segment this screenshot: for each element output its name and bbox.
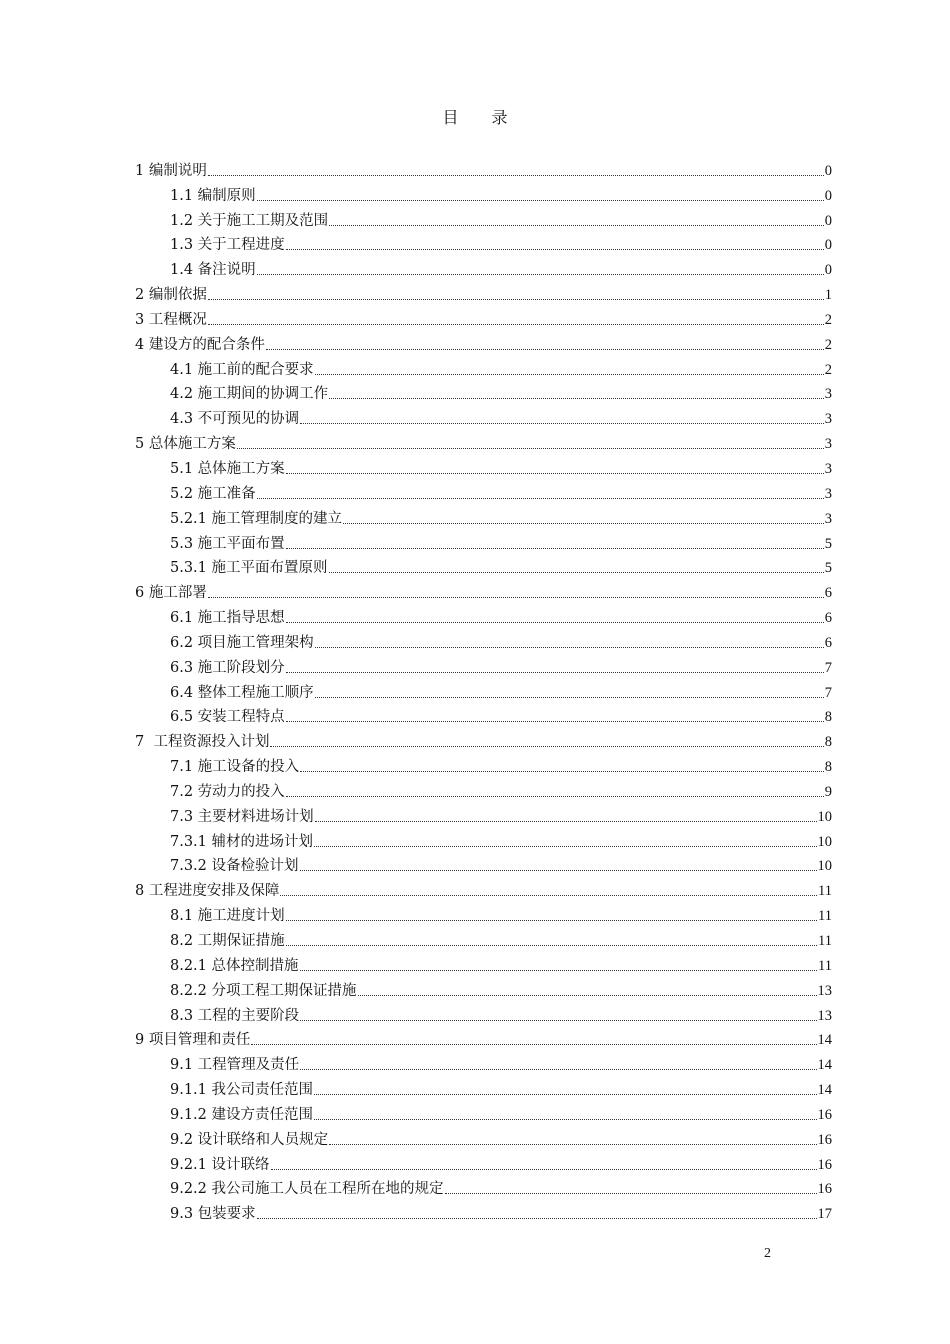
toc-entry-label: 9.2 设计联络和人员规定 bbox=[170, 1131, 329, 1148]
toc-entry-label: 5.2.1 施工管理制度的建立 bbox=[170, 510, 343, 527]
toc-entry[interactable] bbox=[135, 801, 832, 826]
toc-entry-label: 4.3 不可预见的协调 bbox=[170, 411, 300, 428]
toc-entry-page: 0 bbox=[824, 212, 832, 229]
toc-entry-page: 2 bbox=[824, 311, 832, 328]
toc-entry-label: 5.1 总体施工方案 bbox=[170, 460, 285, 477]
dot-leader bbox=[329, 1144, 816, 1145]
toc-entry-label: 4.2 施工期间的协调工作 bbox=[170, 386, 329, 403]
toc-entry[interactable] bbox=[135, 503, 832, 528]
toc-entry-label: 5.3.1 施工平面布置原则 bbox=[170, 560, 328, 577]
dot-leader bbox=[300, 771, 824, 772]
toc-entry-label: 8.2.1 总体控制措施 bbox=[170, 957, 299, 974]
toc-entry-label: 6.1 施工指导思想 bbox=[170, 610, 285, 627]
toc-entry-page: 5 bbox=[824, 535, 832, 552]
toc-entry-page: 6 bbox=[824, 585, 832, 602]
dot-leader bbox=[286, 622, 824, 623]
toc-entry-page: 11 bbox=[818, 883, 832, 900]
dot-leader bbox=[445, 1193, 817, 1194]
dot-leader bbox=[314, 846, 816, 847]
toc-entry-label: 9 项目管理和责任 bbox=[135, 1032, 251, 1049]
dot-leader bbox=[208, 299, 824, 300]
toc-entry[interactable] bbox=[135, 975, 832, 1000]
dot-leader bbox=[270, 746, 823, 747]
toc-entry-page: 2 bbox=[824, 336, 832, 353]
dot-leader bbox=[286, 548, 824, 549]
dot-leader bbox=[286, 721, 824, 722]
toc-entry-label: 7.2 劳动力的投入 bbox=[170, 783, 285, 800]
toc-entry-label: 6.4 整体工程施工顺序 bbox=[170, 684, 314, 701]
toc-entry[interactable] bbox=[135, 304, 832, 329]
toc-entry[interactable] bbox=[135, 1124, 832, 1149]
dot-leader bbox=[208, 175, 824, 176]
toc-entry-page: 1 bbox=[824, 287, 832, 304]
toc-entry-page: 8 bbox=[824, 734, 832, 751]
dot-leader bbox=[208, 324, 824, 325]
toc-entry-page: 3 bbox=[824, 485, 832, 502]
toc-entry[interactable] bbox=[135, 602, 832, 627]
toc-entry-label: 4.1 施工前的配合要求 bbox=[170, 361, 314, 378]
toc-entry-page: 8 bbox=[824, 709, 832, 726]
dot-leader bbox=[286, 920, 817, 921]
toc-entry[interactable] bbox=[135, 354, 832, 379]
toc-entry-label: 9.1 工程管理及责任 bbox=[170, 1057, 300, 1074]
toc-entry[interactable] bbox=[135, 1025, 832, 1050]
toc-entry-label: 5.3 施工平面布置 bbox=[170, 535, 285, 552]
toc-entry[interactable] bbox=[135, 1149, 832, 1174]
toc-entry-label: 6.3 施工阶段划分 bbox=[170, 659, 285, 676]
toc-entry[interactable] bbox=[135, 577, 832, 602]
toc-entry-page: 5 bbox=[824, 560, 832, 577]
toc-list bbox=[135, 155, 832, 1223]
dot-leader bbox=[329, 225, 824, 226]
toc-entry[interactable] bbox=[135, 205, 832, 230]
toc-entry[interactable] bbox=[135, 478, 832, 503]
toc-entry-page: 10 bbox=[817, 808, 832, 825]
toc-entry-page: 0 bbox=[824, 262, 832, 279]
toc-entry-label: 3 工程概况 bbox=[135, 311, 207, 328]
toc-entry-label: 8.2 工期保证措施 bbox=[170, 933, 285, 949]
toc-entry-label: 1.4 备注说明 bbox=[170, 262, 256, 279]
toc-entry-page: 13 bbox=[817, 1007, 832, 1024]
dot-leader bbox=[343, 523, 824, 524]
toc-entry-label: 9.2.2 我公司施工人员在工程所在地的规定 bbox=[170, 1181, 444, 1198]
toc-entry[interactable] bbox=[135, 726, 832, 751]
dot-leader bbox=[329, 572, 824, 573]
toc-entry[interactable] bbox=[135, 677, 832, 702]
toc-entry[interactable] bbox=[135, 254, 832, 279]
toc-entry-label: 8 工程进度安排及保障 bbox=[135, 883, 280, 900]
dot-leader bbox=[300, 1020, 816, 1021]
toc-entry-label: 8.3 工程的主要阶段 bbox=[170, 1007, 300, 1024]
dot-leader bbox=[300, 1069, 816, 1070]
toc-entry-page: 13 bbox=[817, 982, 832, 999]
toc-entry-page: 0 bbox=[824, 162, 832, 179]
toc-entry[interactable] bbox=[135, 180, 832, 205]
toc-entry[interactable] bbox=[135, 1099, 832, 1124]
dot-leader bbox=[286, 796, 824, 797]
toc-entry-page: 8 bbox=[824, 759, 832, 776]
toc-entry-page: 7 bbox=[824, 684, 832, 701]
dot-leader bbox=[300, 970, 818, 971]
toc-entry[interactable] bbox=[135, 428, 832, 453]
toc-entry-page: 3 bbox=[824, 510, 832, 527]
toc-entry[interactable] bbox=[135, 925, 832, 950]
dot-leader bbox=[251, 1044, 816, 1045]
toc-entry[interactable] bbox=[135, 1000, 832, 1025]
toc-entry-label: 1.3 关于工程进度 bbox=[170, 237, 285, 254]
toc-entry-label: 9.1.2 建设方责任范围 bbox=[170, 1106, 314, 1123]
toc-entry-label: 7.3 主要材料进场计划 bbox=[170, 808, 314, 825]
toc-entry-label: 1.1 编制原则 bbox=[170, 187, 256, 204]
toc-entry[interactable] bbox=[135, 528, 832, 553]
toc-entry-page: 3 bbox=[824, 460, 832, 477]
toc-entry-label: 6 施工部署 bbox=[135, 585, 207, 602]
toc-entry-page: 3 bbox=[824, 411, 832, 428]
toc-entry[interactable] bbox=[135, 553, 832, 578]
toc-entry[interactable] bbox=[135, 1174, 832, 1199]
dot-leader bbox=[266, 349, 824, 350]
toc-entry[interactable] bbox=[135, 403, 832, 428]
dot-leader bbox=[286, 249, 824, 250]
toc-entry[interactable] bbox=[135, 1198, 832, 1223]
dot-leader bbox=[237, 448, 824, 449]
dot-leader bbox=[315, 821, 817, 822]
toc-entry-page: 14 bbox=[817, 1057, 832, 1074]
toc-entry[interactable] bbox=[135, 702, 832, 727]
toc-entry[interactable] bbox=[135, 627, 832, 652]
toc-entry-label: 5.2 施工准备 bbox=[170, 485, 256, 502]
toc-entry-page: 7 bbox=[824, 659, 832, 676]
toc-entry-page: 16 bbox=[817, 1156, 832, 1173]
dot-leader bbox=[329, 398, 824, 399]
toc-entry-page: 14 bbox=[817, 1082, 832, 1099]
toc-entry-page: 9 bbox=[824, 783, 832, 800]
toc-entry-label: 1.2 关于施工工期及范围 bbox=[170, 212, 329, 229]
dot-leader bbox=[257, 498, 824, 499]
toc-entry[interactable] bbox=[135, 1049, 832, 1074]
toc-entry[interactable] bbox=[135, 155, 832, 180]
dot-leader bbox=[257, 1218, 817, 1219]
toc-entry[interactable] bbox=[135, 652, 832, 677]
toc-entry-page: 16 bbox=[817, 1106, 832, 1123]
dot-leader bbox=[280, 895, 817, 896]
toc-entry-label: 8.1 施工进度计划 bbox=[170, 908, 285, 925]
dot-leader bbox=[300, 423, 824, 424]
toc-entry-page: 6 bbox=[824, 610, 832, 627]
toc-entry-page: 14 bbox=[817, 1032, 832, 1049]
toc-entry-page: 11 bbox=[818, 957, 832, 974]
toc-entry-label: 5 总体施工方案 bbox=[135, 436, 236, 453]
toc-entry-label: 7.3.1 辅材的进场计划 bbox=[170, 833, 314, 850]
dot-leader bbox=[257, 274, 824, 275]
toc-entry-label: 6.5 安装工程特点 bbox=[170, 709, 285, 726]
toc-entry[interactable] bbox=[135, 329, 832, 354]
toc-entry[interactable] bbox=[135, 1074, 832, 1099]
toc-entry[interactable] bbox=[135, 950, 832, 975]
page-number: 2 bbox=[764, 1246, 771, 1261]
toc-entry[interactable] bbox=[135, 279, 832, 304]
toc-title: 目 录 bbox=[442, 108, 522, 127]
toc-entry-label: 9.3 包装要求 bbox=[170, 1206, 256, 1223]
toc-entry[interactable] bbox=[135, 230, 832, 255]
dot-leader bbox=[208, 597, 824, 598]
toc-entry-page: 10 bbox=[817, 833, 832, 850]
toc-entry-label: 7.1 施工设备的投入 bbox=[170, 759, 300, 776]
toc-entry-page: 10 bbox=[817, 858, 832, 875]
toc-entry-label: 9.2.1 设计联络 bbox=[170, 1156, 270, 1173]
dot-leader bbox=[358, 995, 817, 996]
toc-entry[interactable] bbox=[135, 379, 832, 404]
toc-entry-page: 16 bbox=[817, 1131, 832, 1148]
toc-entry[interactable] bbox=[135, 776, 832, 801]
toc-entry-page: 11 bbox=[818, 908, 832, 925]
toc-entry-page: 17 bbox=[817, 1206, 832, 1223]
toc-entry-page: 3 bbox=[824, 436, 832, 453]
dot-leader bbox=[286, 473, 824, 474]
dot-leader bbox=[315, 647, 824, 648]
dot-leader bbox=[315, 697, 824, 698]
toc-entry-label: 7.3.2 设备检验计划 bbox=[170, 858, 299, 875]
toc-entry-page: 0 bbox=[824, 187, 832, 204]
dot-leader bbox=[300, 870, 817, 871]
dot-leader bbox=[315, 374, 824, 375]
toc-entry-page: 2 bbox=[824, 361, 832, 378]
toc-entry-page: 16 bbox=[817, 1181, 832, 1198]
dot-leader bbox=[286, 672, 824, 673]
toc-entry-label: 4 建设方的配合条件 bbox=[135, 336, 265, 353]
toc-entry[interactable] bbox=[135, 900, 832, 925]
toc-entry[interactable] bbox=[135, 453, 832, 478]
toc-entry-label: 9.1.1 我公司责任范围 bbox=[170, 1082, 314, 1099]
toc-entry-page: 6 bbox=[824, 634, 832, 651]
toc-entry-page: 0 bbox=[824, 237, 832, 254]
toc-entry-label: 8.2.2 分项工程工期保证措施 bbox=[170, 982, 357, 999]
dot-leader bbox=[314, 1119, 816, 1120]
dot-leader bbox=[286, 945, 817, 946]
toc-entry[interactable] bbox=[135, 851, 832, 876]
toc-entry-page: 11 bbox=[818, 933, 832, 949]
dot-leader bbox=[314, 1094, 816, 1095]
toc-entry[interactable] bbox=[135, 826, 832, 851]
toc-entry-page: 3 bbox=[824, 386, 832, 403]
dot-leader bbox=[271, 1169, 817, 1170]
toc-entry-label: 6.2 项目施工管理架构 bbox=[170, 634, 314, 651]
toc-entry[interactable] bbox=[135, 751, 832, 776]
toc-entry-label: 2 编制依据 bbox=[135, 287, 207, 304]
toc-entry-label: 7 工程资源投入计划 bbox=[135, 734, 270, 751]
toc-entry[interactable] bbox=[135, 875, 832, 900]
dot-leader bbox=[257, 200, 824, 201]
toc-entry-label: 1 编制说明 bbox=[135, 162, 207, 179]
